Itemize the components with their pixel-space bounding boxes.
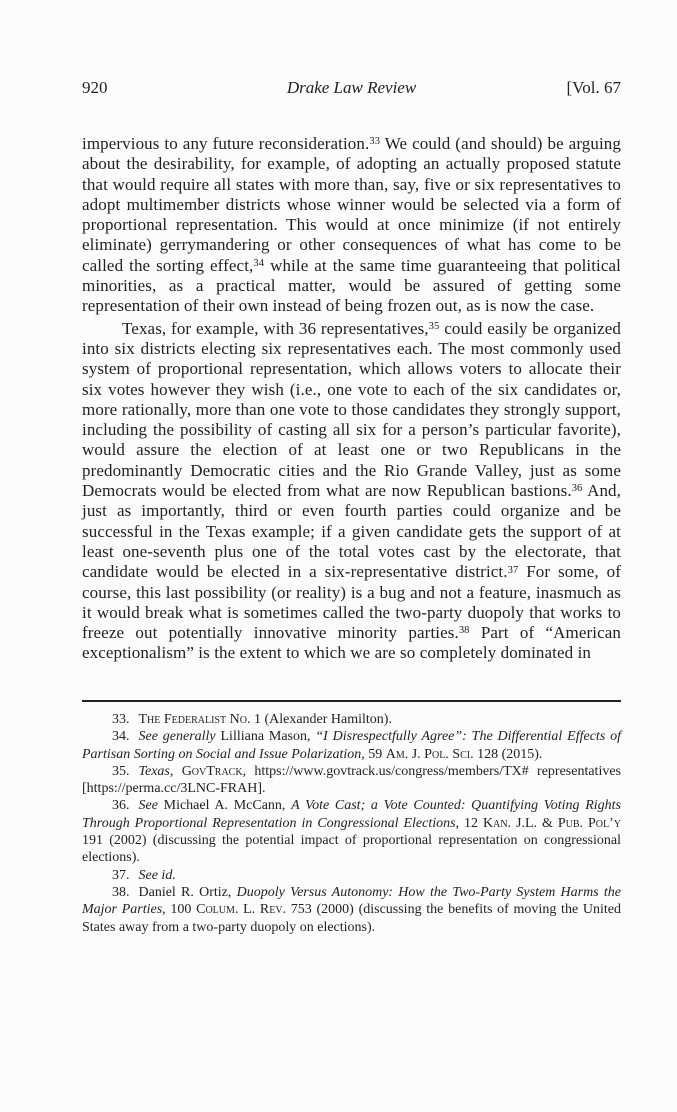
text-segment: For some, of course, this last possibility (or reality) is a bug and not a feature, inasmuch as it would break what is sometimes called the two-party duopoly that works to freeze out potentially innovative minority parties.	[82, 562, 621, 643]
text-segment: Michael A. McCann,	[157, 798, 292, 814]
footnote-number: 33.	[112, 712, 130, 727]
footnote-reference: 35	[428, 320, 440, 332]
footnote-number: 37.	[112, 867, 130, 883]
footnote-number: 35.	[112, 763, 130, 779]
text-segment: Colum. L. Rev.	[196, 902, 287, 918]
volume-label: [Vol. 67	[566, 78, 621, 97]
text-segment: See	[138, 798, 158, 814]
text-segment: GovTrack	[181, 763, 243, 779]
text-segment: 191 (2002) (discussing the potential impact of proportional representation on congressional elections).	[82, 833, 621, 866]
body-paragraph-1	[82, 134, 621, 317]
text-segment: The Federalist No. 1	[138, 712, 261, 727]
footnote-35	[82, 763, 621, 798]
footnote-number: 38.	[112, 884, 130, 900]
text-segment: Kan. J.L. & Pub. Pol’y	[483, 815, 622, 831]
journal-title: Drake Law Review	[286, 78, 417, 97]
text-segment: And, just as importantly, third or even fourth parties could organize and be successful in the Texas example; if a given candidate gets the support of at least one-seventh plus one of the total votes cast by the electorate, that candidate would be elected in a six-representative district.	[82, 481, 621, 582]
footnote-reference: 37	[507, 564, 519, 576]
footnotes-section	[82, 700, 621, 936]
text-segment: Duopoly Versus Autonomy: How the Two-Party System Harms the Major Parties	[82, 884, 621, 918]
footnote-reference: 34	[253, 258, 265, 270]
text-segment: impervious to any future reconsideration.	[82, 134, 370, 153]
text-segment: while at the same time guaranteeing that political minorities, as a practical matter, would be assured of getting some representation of their own instead of being frozen out, as is now the case.	[82, 255, 621, 316]
footnote-38	[82, 884, 621, 936]
text-segment: 128 (2015).	[473, 746, 543, 762]
footnote-reference: 33	[369, 136, 381, 148]
text-segment: could easily be organized into six districts electing six representatives each. The most commonly used system of proportional representation, which allows voters to allocate their six votes however they wish (i.e., one vote to each of the six candidates or, more rationally, more than one vote to those candidates they strongly support, including the possibility of casting all six for a person’s particular favorite), would assure the election of at least one or two Republicans in the predominantly Democratic cities and the Rio Grande Valley, just as some Democrats would be elected from what are now Republican bastions.	[82, 318, 621, 501]
text-segment: Am. J. Pol. Sci.	[385, 746, 474, 762]
text-segment: Part of “American exceptionalism” is the extent to which we are so completely dominated in	[82, 623, 621, 663]
text-segment: ,	[169, 763, 182, 779]
text-segment: Texas	[138, 763, 170, 779]
text-segment: “I Disrespectfully Agree”: The Differential Effects of Partisan Sorting on Social and Issue Polarization	[82, 729, 621, 762]
body-paragraph-2	[82, 319, 621, 664]
text-segment: We could (and should) be arguing about the desirability, for example, of adopting an actually proposed statute that would require all states with more than, say, five or six representatives to adopt multimember districts whose winner would be selected via a form of proportional representation. This would at once minimize (if not entirely eliminate) gerrymandering or other consequences of what has come to be called the sorting effect,	[82, 134, 621, 275]
footnote-separator-rule	[82, 700, 621, 702]
text-segment: , 59	[361, 746, 386, 762]
text-segment: , 100	[162, 902, 197, 918]
text-segment: Texas, for example, with 36 representatives,	[122, 318, 429, 338]
running-head	[82, 78, 621, 98]
footnote-37	[82, 867, 621, 884]
footnote-reference: 36	[571, 483, 583, 495]
text-segment: 753 (2000) (discussing the benefits of moving the United States away from a two-party duopoly on elections).	[82, 902, 621, 935]
article-body	[82, 134, 621, 664]
footnote-33	[82, 711, 621, 728]
footnote-number: 34.	[112, 729, 130, 745]
text-segment: (Alexander Hamilton).	[260, 712, 392, 727]
text-segment: , https://www.govtrack.us/congress/members/TX# representatives [https://perma.cc/3LNC-FRAH].	[82, 763, 622, 797]
footnote-34	[82, 728, 621, 763]
footnote-number: 36.	[112, 798, 130, 814]
text-segment: See generally	[138, 729, 216, 745]
page-number: 920	[82, 78, 108, 97]
text-segment: Daniel R. Ortiz,	[138, 884, 237, 900]
footnote-reference: 38	[458, 625, 470, 637]
text-segment: A Vote Cast; a Vote Counted: Quantifying Voting Rights Through Proportional Representation in Congressional Elections	[82, 798, 621, 831]
text-segment: Lilliana Mason,	[215, 729, 316, 745]
footnote-36	[82, 797, 621, 866]
text-segment: See id.	[138, 867, 176, 883]
text-segment: , 12	[455, 815, 483, 831]
